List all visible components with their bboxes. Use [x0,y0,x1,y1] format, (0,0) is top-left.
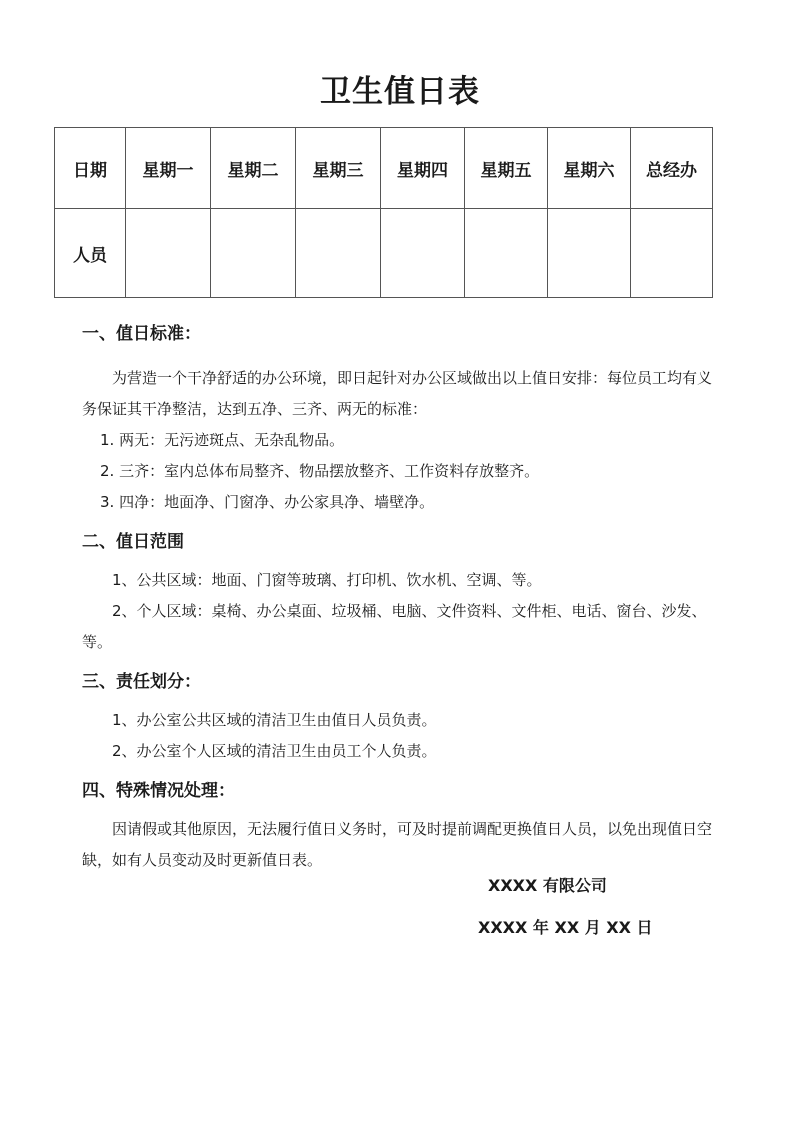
cell-friday [465,209,548,298]
signature-date: XXXX 年 XX 月 XX 日 [478,918,653,937]
list-item: 1. 两无：无污迹斑点、无杂乱物品。 [100,431,345,449]
section-paragraph: 因请假或其他原因，无法履行值日义务时，可及时提前调配更换值日人员，以免出现值日空缺，如有人员变动及时更新值日表。 [82,820,713,869]
cell-thursday [381,209,465,298]
cell-monday [126,209,211,298]
section-title-standard: 一、值日标准： [82,324,201,344]
list-item: 3. 四净：地面净、门窗净、办公家具净、墙壁净。 [100,493,435,511]
table-header-row [55,128,713,209]
list-item: 2、个人区域：桌椅、办公桌面、垃圾桶、电脑、文件资料、文件柜、电话、窗台、沙发、等。 [82,602,707,651]
header-tuesday: 星期二 [211,128,296,209]
cell-saturday [548,209,631,298]
page-title: 卫生值日表 [320,74,480,110]
header-monday: 星期一 [126,128,211,209]
list-item: 1、办公室公共区域的清洁卫生由值日人员负责。 [112,711,437,729]
table-row [55,209,713,298]
cell-general-office [631,209,713,298]
cell-tuesday [211,209,296,298]
list-item: 2、办公室个人区域的清洁卫生由员工个人负责。 [112,742,437,760]
section-title-special-cases: 四、特殊情况处理： [82,781,235,801]
header-saturday: 星期六 [548,128,631,209]
list-item: 1、公共区域：地面、门窗等玻璃、打印机、饮水机、空调、等。 [112,571,542,589]
rules-content [82,322,722,876]
list-item: 2. 三齐：室内总体布局整齐、物品摆放整齐、工作资料存放整齐。 [100,462,540,480]
header-friday: 星期五 [465,128,548,209]
header-wednesday: 星期三 [296,128,381,209]
section-title-scope: 二、值日范围 [82,532,184,552]
header-general-office: 总经办 [631,128,713,209]
section-title-responsibility: 三、责任划分： [82,672,201,692]
header-thursday: 星期四 [381,128,465,209]
header-date: 日期 [55,128,126,209]
row-label-personnel: 人员 [55,209,126,298]
cell-wednesday [296,209,381,298]
company-name: XXXX 有限公司 [488,876,607,895]
section-paragraph: 为营造一个干净舒适的办公环境，即日起针对办公区域做出以上值日安排：每位员工均有义务保证其干净整洁，达到五净、三齐、两无的标准： [82,369,713,418]
duty-table [54,127,713,298]
